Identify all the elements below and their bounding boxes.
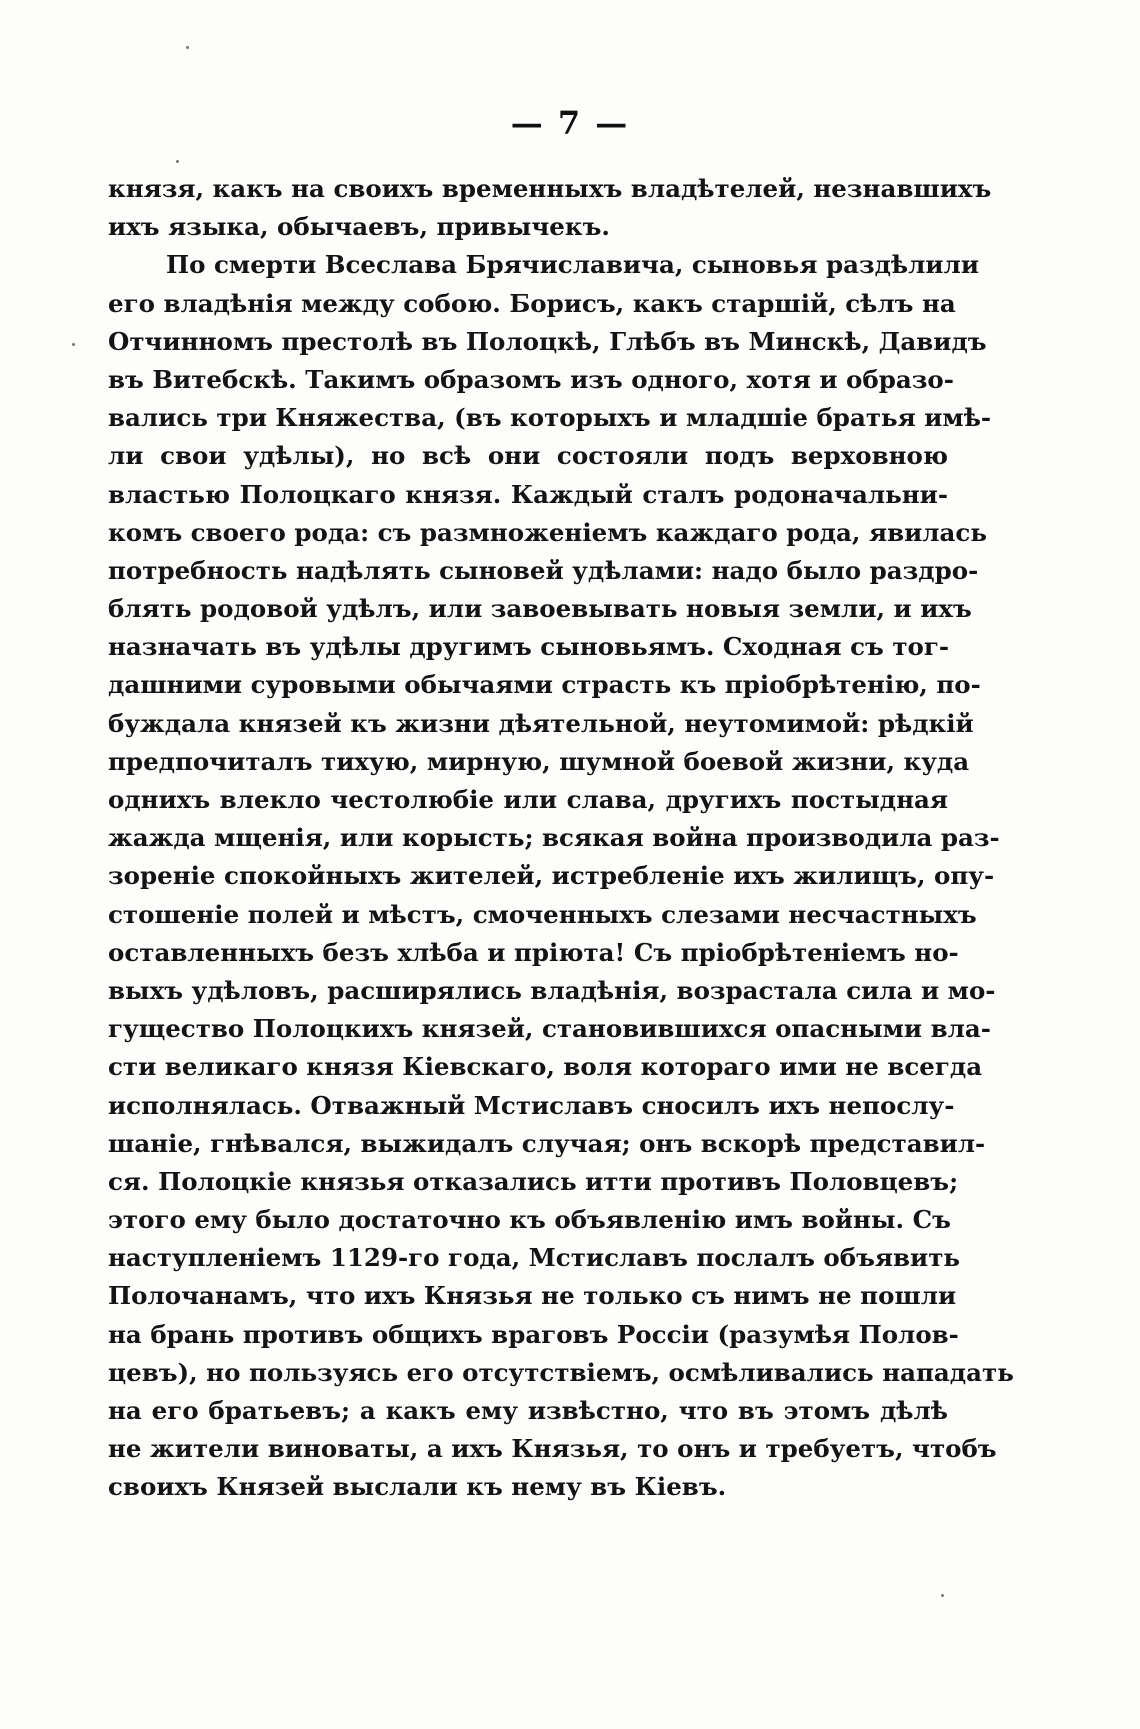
text-line: дашними суровыми обычаями страсть къ пріобрѣтенію, по- (108, 670, 981, 700)
text-line: этого ему было достаточно къ объявленію имъ войны. Съ (108, 1205, 951, 1235)
paper-speck (941, 1594, 944, 1597)
text-line: блять родовой удѣлъ, или завоевывать новыя земли, и ихъ (108, 594, 972, 624)
body-text (108, 170, 1014, 1507)
text-line: князя, какъ на своихъ временныхъ владѣтелей, незнавшихъ (108, 174, 992, 203)
text-line: ли свои удѣлы), но всѣ они состояли подъ верховною (108, 441, 948, 471)
text-line: предпочиталъ тихую, мирную, шумной боевой жизни, куда (108, 746, 970, 776)
paper-speck (176, 160, 179, 163)
text-line: его владѣнія между собою. Борисъ, какъ старшій, сѣлъ на (108, 288, 956, 318)
text-line: Отчинномъ престолѣ въ Полоцкѣ, Глѣбъ въ Минскѣ, Давидъ (108, 326, 987, 356)
text-line: вались три Княжества, (въ которыхъ и младшіе братья имѣ- (108, 403, 992, 433)
text-line: гущество Полоцкихъ князей, становившихся опасными вла- (108, 1014, 991, 1044)
text-line: По смерти Всеслава Брячиславича, сыновья раздѣлили (166, 250, 980, 280)
text-line: властью Полоцкаго князя. Каждый сталъ родоначальни- (108, 479, 948, 509)
text-line: ся. Полоцкіе князья отказались итти противъ Половцевъ; (108, 1166, 959, 1196)
text-line: назначать въ удѣлы другимъ сыновьямъ. Сходная съ тог- (108, 632, 950, 662)
text-line: наступленіемъ 1129-го года, Мстиславъ послалъ объявить (108, 1243, 960, 1273)
text-line: буждала князей къ жизни дѣятельной, неутомимой: рѣдкій (108, 708, 974, 738)
text-line: не жители виноваты, а ихъ Князья, то онъ и требуетъ, чтобъ (108, 1434, 997, 1464)
text-line: зореніе спокойныхъ жителей, истребленіе ихъ жилищъ, опу- (108, 861, 995, 891)
text-line: своихъ Князей выслали къ нему въ Кіевъ. (108, 1472, 727, 1502)
text-line: потребность надѣлять сыновей удѣлами: надо было раздро- (108, 555, 979, 585)
text-line: сти великаго князя Кіевскаго, воля котораго ими не всегда (108, 1052, 983, 1082)
text-line: жажда мщенія, или корысть; всякая война производила раз- (108, 823, 1000, 853)
text-line: оставленныхъ безъ хлѣба и пріюта! Съ пріобрѣтеніемъ но- (108, 937, 959, 967)
text-line: ихъ языка, обычаевъ, привычекъ. (108, 212, 610, 242)
text-line: стошеніе полей и мѣстъ, смоченныхъ слезами несчастныхъ (108, 899, 977, 929)
text-line: въ Витебскѣ. Такимъ образомъ изъ одного, хотя и образо- (108, 364, 954, 394)
text-line: выхъ удѣловъ, расширялись владѣнія, возрастала сила и мо- (108, 975, 996, 1005)
text-line: комъ своего рода: съ размноженіемъ каждаго рода, явилась (108, 517, 987, 547)
text-line: на его братьевъ; а какъ ему извѣстно, что въ этомъ дѣлѣ (108, 1396, 948, 1425)
text-line: на брань противъ общихъ враговъ Россіи (разумѣя Полов- (108, 1319, 959, 1349)
text-line: цевъ), но пользуясь его отсутствіемъ, осмѣливались нападать (108, 1357, 1014, 1387)
page-number: — 7 — (510, 104, 630, 142)
paper-speck (72, 343, 75, 346)
text-line: однихъ влекло честолюбіе или слава, другихъ постыдная (108, 785, 948, 814)
text-line: Полочанамъ, что ихъ Князья не только съ нимъ не пошли (108, 1281, 957, 1311)
text-line: исполнялась. Отважный Мстиславъ сносилъ ихъ непослу- (108, 1090, 955, 1120)
paper-speck (186, 46, 189, 49)
text-line: шаніе, гнѣвался, выжидалъ случая; онъ вскорѣ представил- (108, 1128, 986, 1158)
